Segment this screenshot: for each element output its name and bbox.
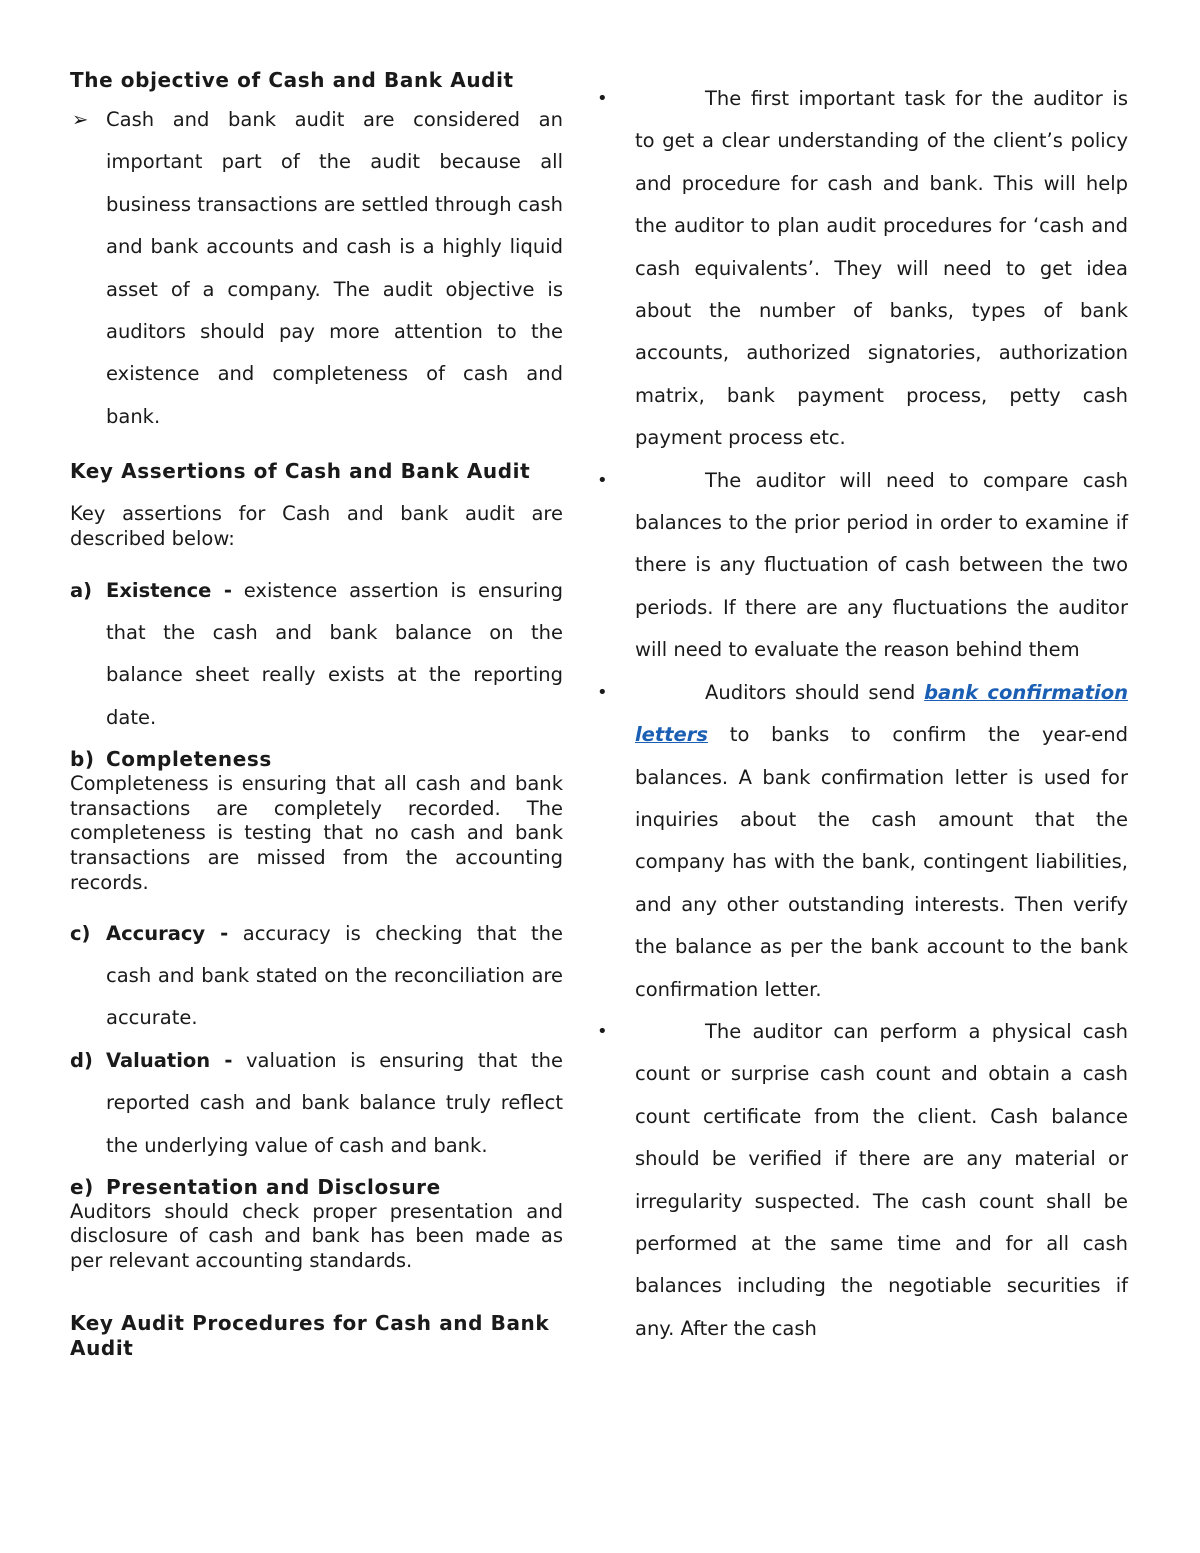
assertion-title: Accuracy -	[106, 921, 229, 945]
assertion-label: b)	[70, 747, 95, 772]
procedure-item	[598, 460, 1128, 672]
arrow-bullet-icon: ➢	[72, 108, 89, 131]
procedure-text: to banks to confirm the year-end balances. A bank confirmation letter is used for inquiries about the cash amount that the company has with the bank, contingent liabilities, and any other outstanding interests. Then verify the balance as per the bank account to the bank confirmation letter.	[635, 723, 1128, 1001]
bank-confirmation-letters-link[interactable]: bank confirmation letters	[635, 680, 1128, 747]
procedure-text: The first important task for the auditor is to get a clear understanding of the client’s policy and procedure for cash and bank. This will help the auditor to plan audit procedures for ‘cash and cash equivalents’. They will need to get idea about the number of banks, types of bank accounts, authorized signatories, authorization matrix, bank payment process, petty cash payment process etc.	[635, 87, 1128, 450]
bullet-icon: •	[597, 1020, 608, 1042]
assertion-title: Valuation -	[106, 1048, 233, 1072]
objective-item	[70, 99, 563, 438]
right-column	[598, 78, 1128, 1350]
procedures-heading: Key Audit Procedures for Cash and Bank Audit	[70, 1310, 550, 1360]
procedure-text: The auditor will need to compare cash balances to the prior period in order to examine if there is any fluctuation of cash between the two periods. If there are any fluctuations the auditor will need to evaluate the reason behind them	[635, 468, 1128, 662]
assertion-label: e)	[70, 1174, 94, 1199]
objective-text: Cash and bank audit are considered an important part of the audit because all business transactions are settled through cash and bank accounts and cash is a highly liquid asset of a company. The audit objective is auditors should pay more attention to the existence and completeness of cash and bank.	[106, 108, 563, 428]
assertion-text: existence assertion is ensuring that the cash and bank balance on the balance sheet really exists at the reporting date.	[106, 578, 563, 729]
assertion-title: Presentation and Disclosure	[106, 1174, 441, 1199]
left-column	[70, 68, 563, 1361]
assertion-label: d)	[70, 1048, 93, 1072]
assertion-accuracy	[70, 913, 563, 1040]
assertion-title: Completeness	[106, 747, 272, 772]
assertions-heading: Key Assertions of Cash and Bank Audit	[70, 459, 531, 484]
assertion-completeness	[70, 747, 563, 772]
assertion-label: c)	[70, 921, 91, 945]
bullet-icon: •	[597, 681, 608, 703]
procedure-item	[598, 1011, 1128, 1350]
assertion-existence	[70, 570, 563, 740]
assertion-label: a)	[70, 578, 93, 602]
assertion-title: Existence -	[106, 578, 232, 602]
procedure-text: Auditors should send	[705, 680, 925, 704]
procedure-item	[598, 78, 1128, 460]
assertions-intro: Key assertions for Cash and bank audit are described below:	[70, 502, 563, 550]
assertion-presentation	[70, 1175, 563, 1200]
objective-heading: The objective of Cash and Bank Audit	[70, 68, 514, 92]
procedure-item	[598, 672, 1128, 1011]
completeness-text: Completeness is ensuring that all cash and bank transactions are completely recorded. The completeness is testing that no cash and bank transactions are missed from the accounting records.	[70, 771, 563, 894]
assertion-text: valuation is ensuring that the reported cash and bank balance truly reflect the underlying value of cash and bank.	[106, 1048, 563, 1157]
procedure-text: The auditor can perform a physical cash count or surprise cash count and obtain a cash count certificate from the client. Cash balance should be verified if there are any material or irregularity suspected. The cash count shall be performed at the same time and for all cash balances including the negotiable securities if any. After the cash	[635, 1019, 1128, 1340]
assertion-text: accuracy is checking that the cash and bank stated on the reconciliation are accurate.	[106, 921, 563, 1030]
presentation-text: Auditors should check proper presentation and disclosure of cash and bank has been made as per relevant accounting standards.	[70, 1199, 563, 1273]
bullet-icon: •	[597, 88, 608, 109]
bullet-icon: •	[597, 469, 608, 491]
assertion-valuation	[70, 1040, 563, 1167]
